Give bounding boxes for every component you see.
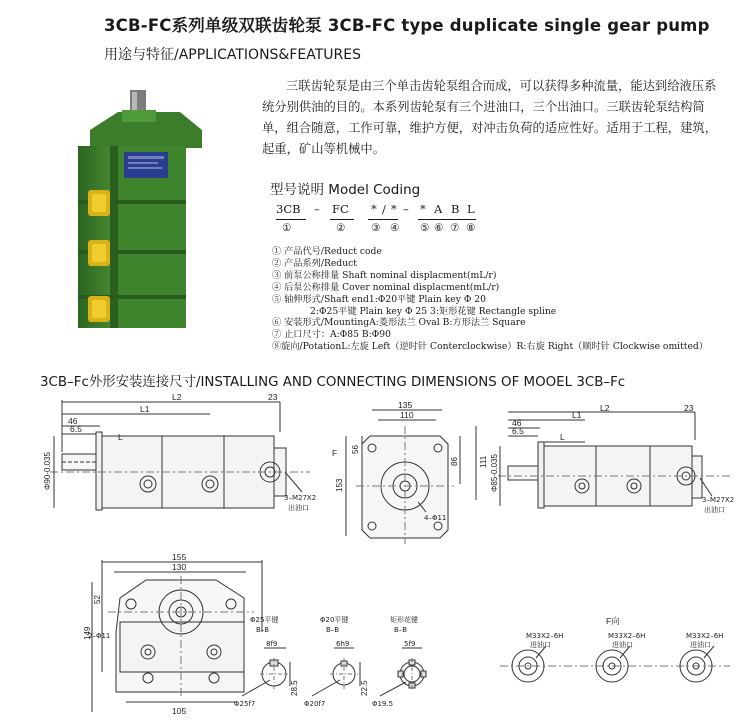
dim-label: 52 <box>93 595 102 604</box>
dim-label: Φ85-0.035 <box>490 454 499 492</box>
dim-label: 6.5 <box>70 424 82 434</box>
dimensions-section-title: 3CB–Fc外形安装连接尺寸/INSTALLING AND CONNECTING DIMENSIONS OF MOOEL 3CB–Fc <box>40 375 626 390</box>
dim-label: 56 <box>351 445 360 454</box>
dim-label: Φ20f7 <box>304 700 326 708</box>
dim-label: 110 <box>400 410 414 420</box>
dim-label: 46 <box>68 416 78 426</box>
port-plug-icon <box>88 240 110 266</box>
coding-item: ④ 后泵公称排量 Cover nominal displacment(mL/r) <box>272 281 500 293</box>
port-plug-icon <box>88 296 110 322</box>
code-number: ③ <box>371 222 381 234</box>
code-part: * <box>371 202 377 216</box>
code-part: B <box>451 202 460 216</box>
code-part: * <box>391 202 397 216</box>
code-part: A <box>434 202 443 216</box>
spline-section <box>372 614 438 722</box>
shaft-20-section <box>304 614 370 722</box>
port-label: 出油口 <box>704 506 725 514</box>
shaft-title: 矩形花键 <box>390 616 418 624</box>
section-label: B–B <box>256 626 270 634</box>
coding-item: ⑥ 安装形式/MountingA:菱形法兰 Oval B:方形法兰 Square <box>272 317 526 329</box>
dim-label: L1 <box>140 404 150 414</box>
code-part: – <box>403 202 409 216</box>
section-label: B–B <box>326 626 340 634</box>
dim-label: 149 <box>83 626 92 640</box>
section-label: B–B <box>394 626 408 634</box>
model-coding-heading: 型号说明 Model Coding <box>270 182 421 198</box>
dim-label: 153 <box>335 478 344 492</box>
code-number: ② <box>336 222 346 234</box>
code-part: – <box>314 202 320 216</box>
dim-label: L <box>118 432 123 442</box>
side-view-drawing-2 <box>490 403 745 546</box>
model-code-row <box>276 202 516 220</box>
dim-label: L1 <box>572 410 582 420</box>
page-title: 3CB-FC系列单级双联齿轮泵 3CB-FC type duplicate single gear pump <box>104 16 710 35</box>
dim-label: 155 <box>172 552 187 562</box>
coding-item: ① 产品代号/Reduct code <box>272 246 382 257</box>
pump-photo <box>70 90 260 330</box>
front-view-drawing <box>330 396 505 546</box>
code-number: ① <box>282 222 292 234</box>
code-number: ⑦ <box>450 222 460 234</box>
dim-label: 22.5 <box>360 680 369 696</box>
dim-label: 5f9 <box>404 640 416 648</box>
coding-item: ⑦ 止口尺寸：A:Φ85 B:Φ90 <box>272 329 391 341</box>
shaft-25-section <box>234 614 300 722</box>
dim-label: 111 <box>479 455 488 468</box>
port-label: 进油口 <box>612 641 633 649</box>
model-coding-list <box>272 246 708 353</box>
dim-label: L2 <box>600 403 610 413</box>
dim-label: 135 <box>398 400 413 410</box>
f-view-drawing <box>490 614 740 704</box>
shaft-title: Φ25平键 <box>250 616 279 624</box>
view-label: F <box>332 448 338 458</box>
port-thread: M33X2–6H <box>608 632 646 640</box>
code-part: FC <box>332 202 349 216</box>
dim-label: 23 <box>268 392 278 402</box>
coding-item: ③ 前泵公称排量 Shaft nominal displacment(mL/r) <box>272 269 497 281</box>
port-label: 进油口 <box>690 641 711 649</box>
port-label: 进油口 <box>530 641 551 649</box>
code-part: * <box>420 202 426 216</box>
dim-label: Φ25f7 <box>234 700 256 708</box>
code-part: / <box>382 202 386 216</box>
coding-item: ② 产品系列/Reduct <box>272 257 357 269</box>
dim-label: 8f9 <box>266 640 278 648</box>
code-part: 3CB <box>276 202 301 216</box>
port-label: 3–M27X2 <box>702 496 735 504</box>
holes-label: 4–Φ11 <box>424 514 447 522</box>
dim-label: 28.5 <box>290 680 299 696</box>
code-number: ⑧ <box>466 222 476 234</box>
dim-label: 6.5 <box>512 426 524 436</box>
view-title: F向 <box>606 616 620 626</box>
code-part: L <box>467 202 475 216</box>
holes-label: 2–Φ11 <box>88 632 111 640</box>
dim-label: 105 <box>172 706 187 716</box>
coding-item: 2:Φ25平键 Plain key Φ 25 3:矩形花键 Rectangle spline <box>310 305 557 317</box>
port-thread: M33X2–6H <box>686 632 724 640</box>
port-plug-icon <box>88 190 110 216</box>
port-thread: M33X2–6H <box>526 632 564 640</box>
side-view-drawing-1 <box>40 392 320 542</box>
code-number: ④ <box>390 222 400 234</box>
port-label: 出油口 <box>288 504 309 512</box>
port-label: 3–M27X2 <box>284 494 317 502</box>
dim-label: 23 <box>684 403 694 413</box>
dim-label: Φ90-0.035 <box>43 452 52 490</box>
dim-label: L2 <box>172 392 182 402</box>
dim-label: 46 <box>512 418 522 428</box>
description-text: 三联齿轮泵是由三个单击齿轮泵组合而成，可以获得多种流量，能达到给液压系统分别供油的目的。本系列齿轮泵有三个进油口，三个出油口。三联齿轮泵结构简单，组合随意，工作可靠，维护方便，对冲击负荷的适应性好。适用于工程，建筑，起重，矿山等机械中。 <box>262 79 717 156</box>
dim-label: 130 <box>172 562 187 572</box>
coding-item: ⑤ 轴伸形式/Shaft end1:Φ20平键 Plain key Φ 20 <box>272 293 486 305</box>
coding-item: ⑧旋向/PotationL:左旋 Left（逆时针 Conterclockwise）R:右旋 Right（顺时针 Clockwise omitted） <box>272 341 708 353</box>
dim-label: Φ19.5 <box>372 700 394 708</box>
dim-label: 6h9 <box>336 640 350 648</box>
nameplate <box>124 152 168 178</box>
section-subtitle: 用途与特征/APPLICATIONS&FEATURES <box>104 47 361 63</box>
model-code-numbers <box>276 222 516 238</box>
dim-label: 86 <box>450 457 459 466</box>
shaft-title: Φ20平键 <box>320 616 349 624</box>
code-number: ⑥ <box>434 222 444 234</box>
code-number: ⑤ <box>420 222 430 234</box>
dim-label: L <box>560 432 565 442</box>
